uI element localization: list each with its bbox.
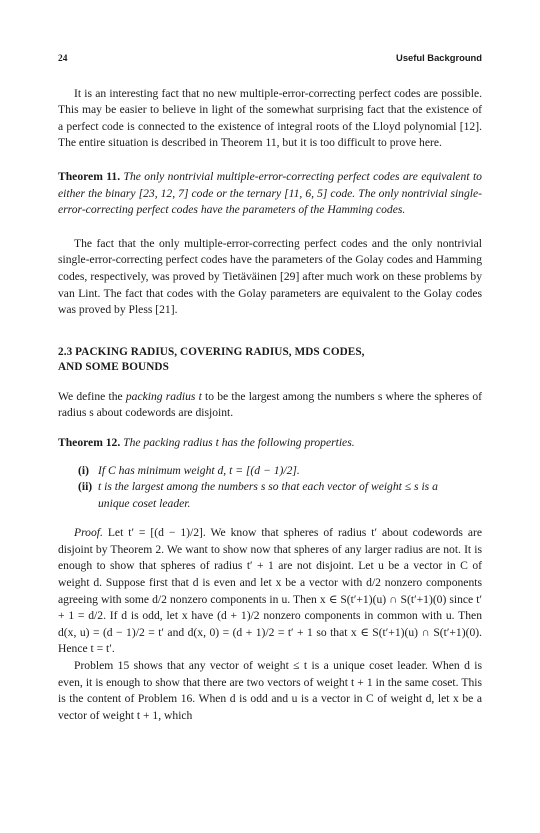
- page-number: 24: [58, 54, 68, 64]
- paragraph-packing-radius-definition: [58, 389, 482, 422]
- theorem-12-label: Theorem 12.: [58, 435, 121, 449]
- item-number: (ii): [78, 480, 93, 494]
- paragraph-perfect-codes-intro: It is an interesting fact that no new multiple-error-correcting perfect codes are possible. This may be easier to believe in light of the somewhat surprising fact that the existence of a perfect code is connected to the existence of integral roots of the Lloyd polynomial [12]. The entire situation is described in Theorem 11, but it is too difficult to prove here.: [58, 86, 482, 150]
- paragraph-coset-leaders: Problem 15 shows that any vector of weight ≤ t is a unique coset leader. When d is even, it is enough to show that there are two vectors of weight t + 1 in the same coset. This is the content of Problem 16. When d is odd and u is a vector in C of weight d, let x be a vector of weight t + 1, which: [58, 659, 482, 722]
- section-heading-2-3: [58, 345, 482, 376]
- item-text: If C has minimum weight d, t = [(d − 1)/2].: [98, 463, 300, 477]
- theorem-12-item-ii: [58, 479, 482, 512]
- book-page: [58, 50, 482, 724]
- proof-text: Let t′ = [(d − 1)/2]. We know that spheres of radius t′ about codewords are disjoint by Theorem 2. We want to show now that spheres of any larger radius are not. It is enough to show that spheres of radius t′ + 1 are not disjoint. Let u be a vector in C of weight d. Suppose first that d is even and let x be a vector with d/2 nonzero components agreeing with some d/2 nonzero components in u. Then x ∈ S(t′+1)(u) ∩ S(t′+1)(0) since t′ + 1 = d/2. If d is odd, let x have (d + 1)/2 nonzero components in common with u. Then d(x, u) = (d − 1)/2 = t′ and d(x, 0) = (d + 1)/2 = t′ + 1 so that x ∈ S(t′+1)(u) ∩ S(t′+1)(0). Hence t = t′.: [58, 526, 482, 656]
- theorem-11-statement: The only nontrivial multiple-error-correcting perfect codes are equivalent to either the binary [23, 12, 7] code or the ternary [11, 6, 5] code. The only nontrivial single-error-correcting perfect codes have the parameters of the Hamming codes.: [58, 169, 482, 217]
- running-title: Useful Background: [396, 52, 482, 63]
- theorem-12: [58, 435, 482, 452]
- proof-paragraph: [58, 525, 482, 658]
- item-text: t is the largest among the numbers s so that each vector of weight ≤ s is a unique coset leader.: [98, 480, 438, 510]
- running-header: [58, 50, 482, 68]
- definition-term: packing radius t: [125, 389, 202, 403]
- theorem-11-label: Theorem 11.: [58, 169, 121, 183]
- definition-text-after: to be the largest among the numbers s where the spheres of radius s about codewords are disjoint.: [58, 389, 483, 420]
- theorem-12-item-i: [58, 463, 482, 480]
- theorem-12-statement: The packing radius t has the following properties.: [123, 435, 355, 449]
- theorem-11: [58, 169, 482, 219]
- definition-text-before: We define the: [58, 389, 126, 403]
- item-number: (i): [78, 463, 89, 477]
- section-heading-line-2: AND SOME BOUNDS: [58, 361, 169, 374]
- paragraph-golay-hamming: The fact that the only multiple-error-correcting perfect codes and the only nontrivial single-error-correcting perfect codes have the parameters of the Golay codes and Hamming codes, respectively, was proved by Tietäväinen [29] after much work on these problems by van Lint. The fact that codes with the Golay parameters are equivalent to the Golay codes was proved by Pless [21].: [58, 236, 482, 317]
- proof-label: Proof.: [74, 526, 103, 540]
- section-heading-line-1: 2.3 PACKING RADIUS, COVERING RADIUS, MDS CODES,: [58, 345, 365, 358]
